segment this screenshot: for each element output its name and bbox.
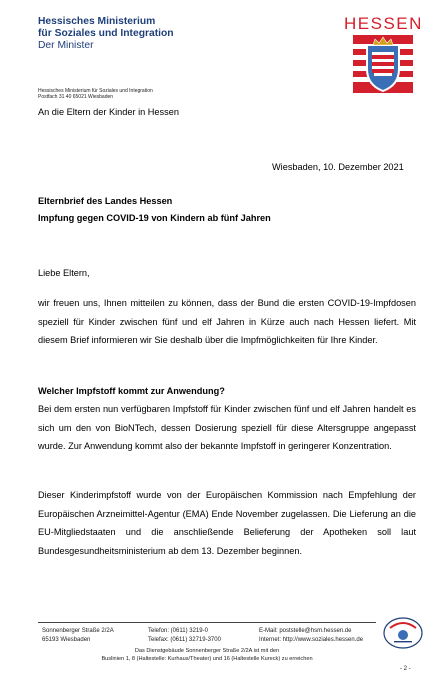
ministry-name-line1: Hessisches Ministerium [38,16,156,27]
ministry-name-line2: für Soziales und Integration [38,28,174,39]
recipient-address: An die Eltern der Kinder in Hessen [38,107,179,117]
footer-phone: Telefon: (0611) 3219-0 [148,628,208,634]
salutation: Liebe Eltern, [38,268,90,278]
approval-paragraph: Dieser Kinderimpfstoff wurde von der Europäischen Kommission nach Empfehlung der Europäischen Arzneimittel-Agentur (EMA) Ende November zugelassen. Die Lieferung an die EU-Mitgliedstaaten und die anschließende Belieferung der Apotheken soll laut Bundesgesundheitsministerium ab dem 13. Dezember beginnen. [38,490,416,556]
footer-fax: Telefax: (0611) 32719-3700 [148,637,221,643]
ministry-name-line3: Der Minister [38,40,94,51]
letter-date: Wiesbaden, 10. Dezember 2021 [272,162,404,172]
footer-street: Sonnenberger Straße 2/2A [42,628,114,634]
subject-line1: Elternbrief des Landes Hessen [38,196,173,206]
footer-divider [38,622,376,623]
footer-transit-line1: Das Dienstgebäude Sonnenberger Straße 2/2A ist mit den [134,648,280,654]
section-body-paragraph: Bei dem ersten nun verfügbaren Impfstoff für Kinder zwischen fünf und elf Jahren handelt es sich um den von BioNTech, dessen Dosierung speziell für diese Altersgruppe angepasst wurde. Zur Anwendung kommt also der bekannte Impfstoff in geringerer Konzentration. [38,404,416,451]
footer-internet: Internet: http://www.soziales.hessen.de [259,637,364,643]
intro-paragraph: wir freuen uns, Ihnen mitteilen zu können, dass der Bund die ersten COVID-19-Impfdosen speziell für Kinder zwischen fünf und elf Jahren in Kürze auch nach Hessen liefert. Mit diesem Brief informieren wir Sie deshalb über die Impfmöglichkeiten für Ihre Kinder. [38,298,416,345]
certification-seal-icon [382,616,424,650]
footer-city: 65193 Wiesbaden [42,637,91,643]
page-number: - 2 - [400,666,411,672]
hessen-coat-of-arms-icon [353,35,413,93]
section-heading: Welcher Impfstoff kommt zur Anwendung? [38,386,225,396]
subject-line2: Impfung gegen COVID-19 von Kindern ab fünf Jahren [38,213,271,223]
sender-address-line1: Hessisches Ministerium für Soziales und Integration [38,88,153,94]
hessen-wordmark: HESSEN [344,14,423,33]
footer-email: E-Mail: poststelle@hsm.hessen.de [259,628,352,634]
footer-transit-line2: Buslinien 1, 8 (Haltestelle: Kurhaus/Theater) und 16 (Haltestelle Kureck) zu erreichen [101,656,313,662]
sender-address-line2: Postfach 31 40 65021 Wiesbaden [38,94,114,100]
